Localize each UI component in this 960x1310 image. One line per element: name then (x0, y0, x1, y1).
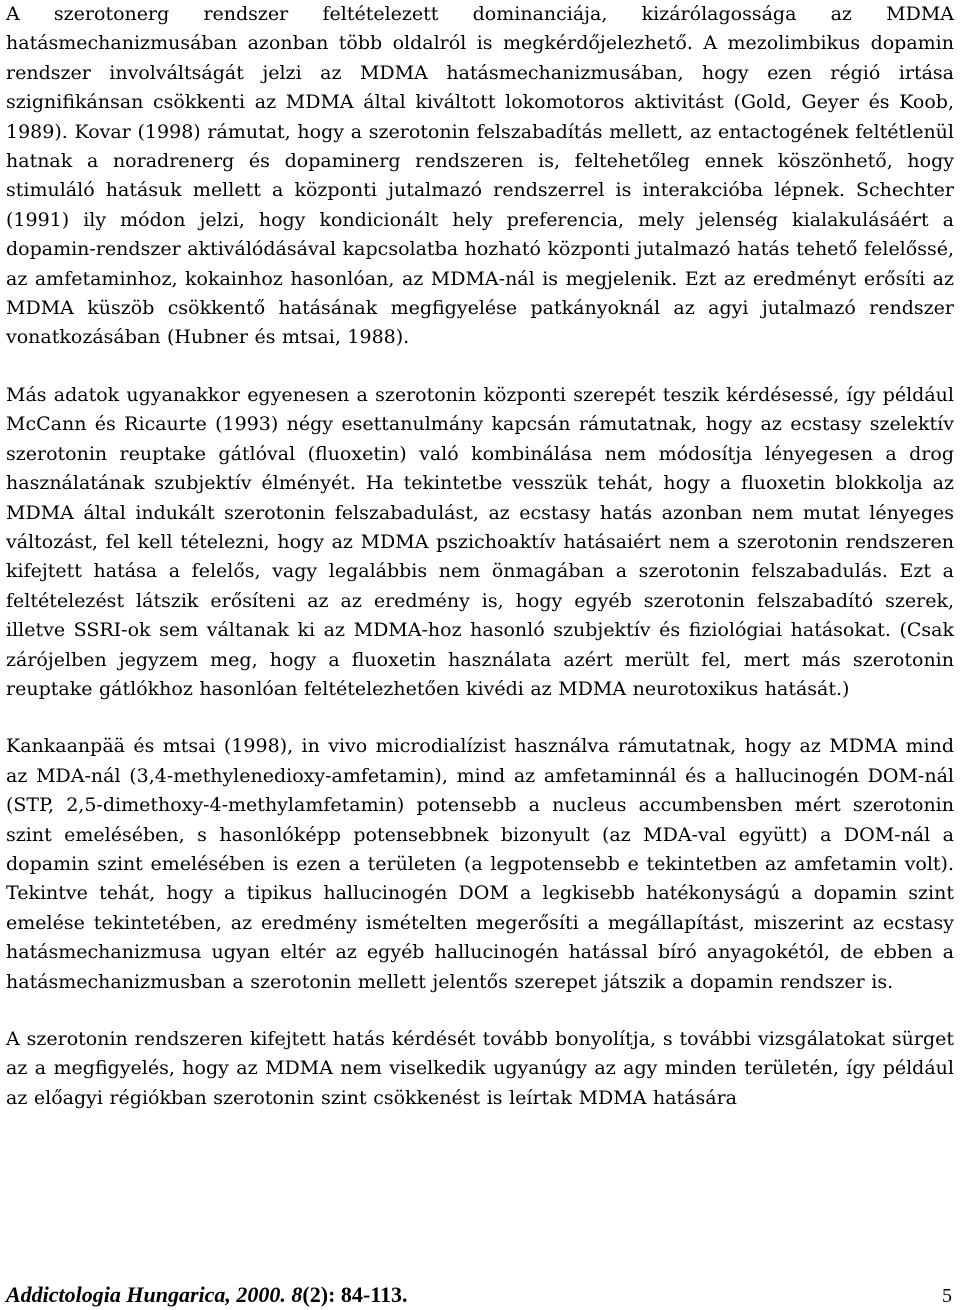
paragraph-gap (6, 704, 954, 732)
page-body (6, 0, 954, 1113)
journal-name: Addictologia Hungarica, 2000. (6, 1282, 292, 1307)
paragraph-gap (6, 353, 954, 381)
paragraph-1: A szerotonerg rendszer feltételezett dominanciája, kizárólagossága az MDMA hatásmechanizmusában azonban több oldalról is megkérdőjelezhető. A mezolimbikus dopamin rendszer involváltságát jelzi az MDMA hatásmechanizmusában, hogy ezen régió irtása szignifikánsan csökkenti az MDMA által kiváltott lokomotoros aktivitást (Gold, Geyer és Koob, 1989). Kovar (1998) rámutat, hogy a szerotonin felszabadítás mellett, az entactogének feltétlenül hatnak a noradrenerg és dopaminerg rendszeren is, feltehetőleg ennek köszönhető, hogy stimuláló hatásuk mellett a központi jutalmazó rendszerrel is interakcióba lépnek. Schechter (1991) ily módon jelzi, hogy kondicionált hely preferencia, mely jelenség kialakulásáért a dopamin-rendszer aktiválódásával kapcsolatba hozható központi jutalmazó hatás tehető felelőssé, az amfetaminhoz, kokainhoz hasonlóan, az MDMA-nál is megjelenik. Ezt az eredményt erősíti az MDMA küszöb csökkentő hatásának megfigyelése patkányoknál az agyi jutalmazó rendszer vonatkozásában (Hubner és mtsai, 1988). (6, 3, 954, 349)
paragraph-gap (6, 997, 954, 1025)
journal-citation (6, 1282, 408, 1308)
journal-volume: 8 (291, 1282, 303, 1307)
paragraph-3: Kankaanpää és mtsai (1998), in vivo microdialízist használva rámutatnak, hogy az MDMA mind az MDA-nál (3,4-methylenedioxy-amfetamin), mind az amfetaminnál és a hallucinogén DOM-nál (STP, 2,5-dimethoxy-4-methylamfetamin) potensebb a nucleus accumbensben mért szerotonin szint emelésében, s hasonlóképp potensebbnek bizonyult (az MDA-val együtt) a DOM-nál a dopamin szint emelésében is ezen a területen (a legpotensebb e tekintetben az amfetamin volt). Tekintve tehát, hogy a tipikus hallucinogén DOM a legkisebb hatékonyságú a dopamin szint emelése tekintetében, az eredmény ismételten megerősíti a megállapítást, miszerint az ecstasy hatásmechanizmusa ugyan eltér az egyéb hallucinogén hatással bíró anyagokétól, de ebben a hatásmechanizmusban a szerotonin mellett jelentős szerepet játszik a dopamin rendszer is. (6, 735, 954, 993)
paragraph-2: Más adatok ugyanakkor egyenesen a szerotonin központi szerepét teszik kérdésessé, így például McCann és Ricaurte (1993) négy esettanulmány kapcsán rámutatnak, hogy az ecstasy szelektív szerotonin reuptake gátlóval (fluoxetin) való kombinálása nem módosítja lényegesen a drog használatának szubjektív élményét. Ha tekintetbe vesszük tehát, hogy a fluoxetin blokkolja az MDMA által indukált szerotonin felszabadulást, az ecstasy hatás azonban nem mutat lényeges változást, fel kell tételezni, hogy az MDMA pszichoaktív hatásaiért nem a szerotonin rendszeren kifejtett hatása a felelős, vagy legalábbis nem önmagában a szerotonin felszabadulás. Ezt a feltételezést látszik erősíteni az az eredmény is, hogy egyéb szerotonin felszabadító szerek, illetve SSRI-ok sem váltanak ki az MDMA-hoz hasonló szubjektív és fiziológiai hatásokat. (Csak zárójelben jegyzem meg, hogy a fluoxetin használata azért merült fel, mert más szerotonin reuptake gátlókhoz hasonlóan feltételezhetően kivédi az MDMA neurotoxikus hatását.) (6, 383, 954, 700)
page-footer (6, 1282, 952, 1310)
page-number: 5 (942, 1285, 952, 1307)
journal-issue-pages: (2): 84-113. (302, 1282, 408, 1307)
paragraph-4: A szerotonin rendszeren kifejtett hatás kérdését tovább bonyolítja, s további vizsgálatokat sürget az a megfigyelés, hogy az MDMA nem viselkedik ugyanúgy az agy minden területén, így például az előagyi régiókban szerotonin szint csökkenést is leírtak MDMA hatására (6, 1028, 954, 1109)
